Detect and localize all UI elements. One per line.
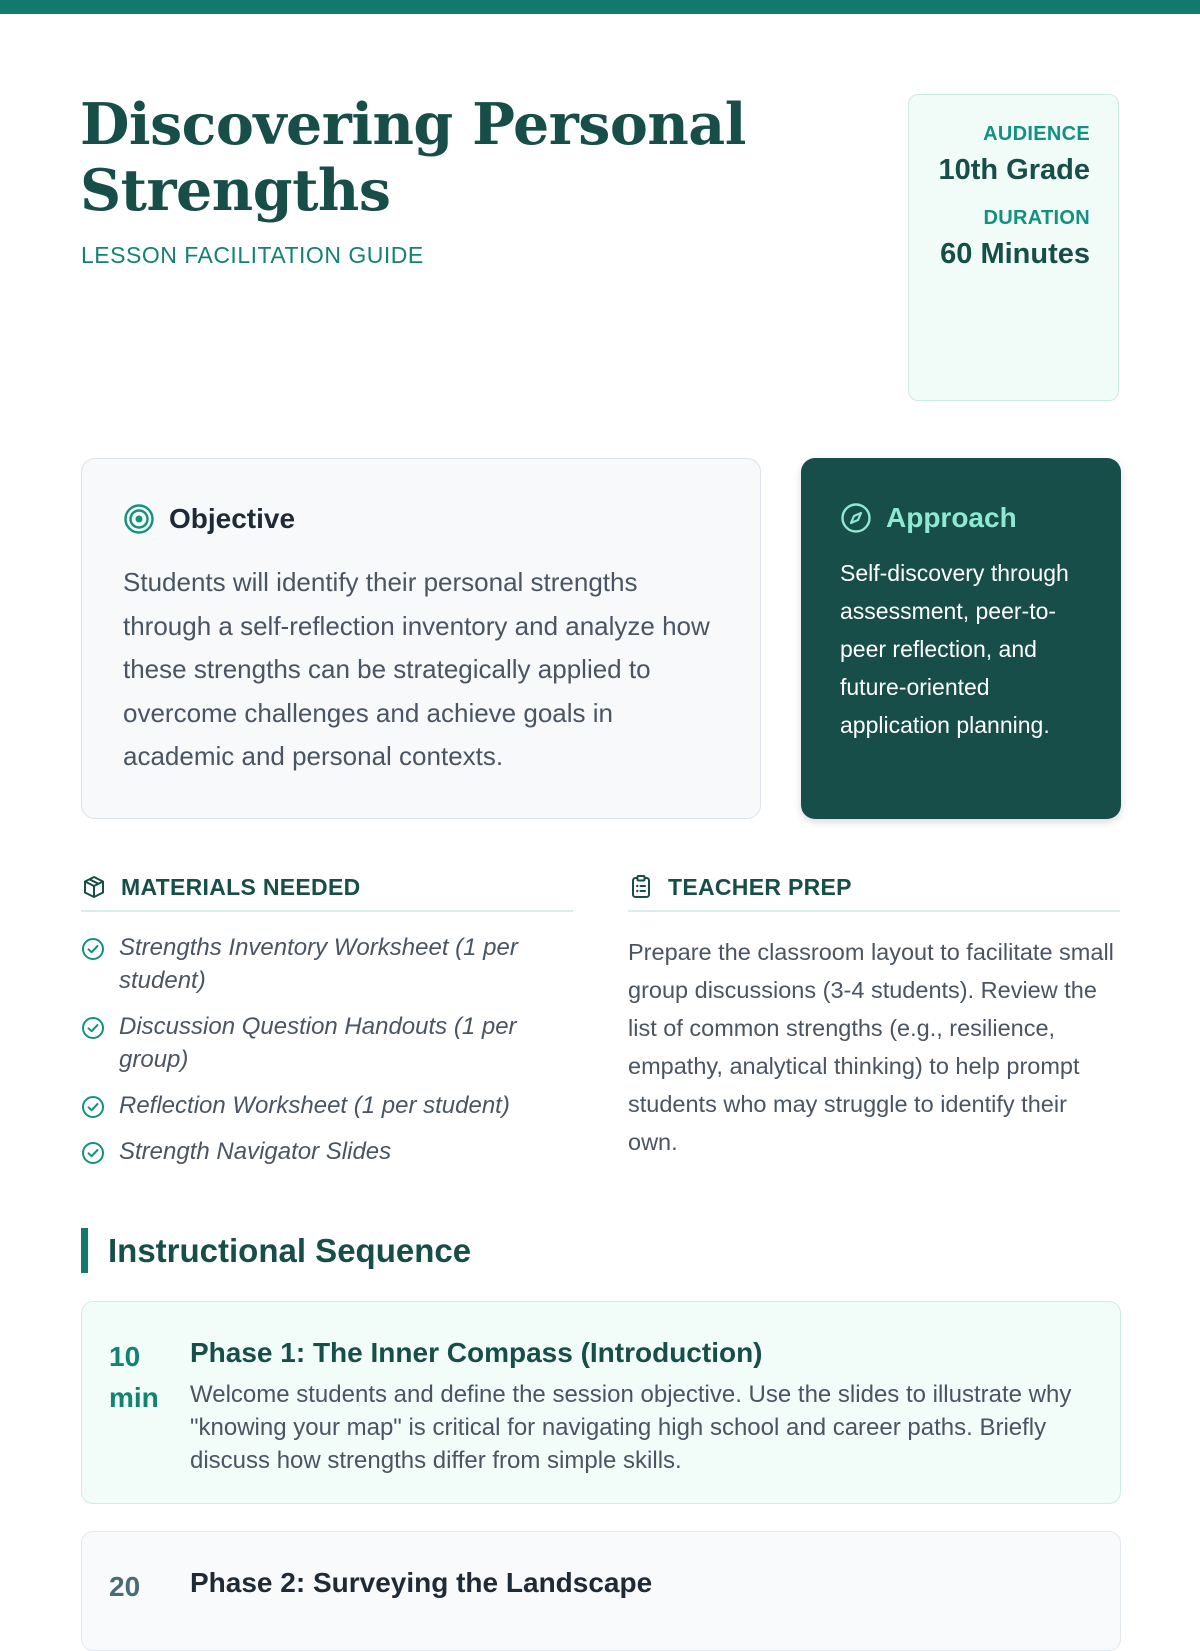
phase-duration: 20 <box>109 1571 141 1602</box>
check-circle-icon <box>81 1016 105 1040</box>
check-circle-icon <box>81 1095 105 1119</box>
phase-title: Phase 2: Surveying the Landscape <box>190 1567 653 1598</box>
duration-value: 60 Minutes <box>940 238 1090 270</box>
approach-header <box>840 498 1091 538</box>
check-circle-icon <box>81 937 105 961</box>
teacher-prep-header <box>628 872 1120 912</box>
target-icon <box>123 503 155 535</box>
materials-header <box>81 872 573 912</box>
top-accent-bar <box>0 0 1200 14</box>
material-item-text: Strengths Inventory Worksheet (1 per student) <box>119 934 518 994</box>
list-item <box>81 1010 573 1076</box>
lesson-meta-card <box>908 94 1119 401</box>
material-item-text: Strength Navigator Slides <box>119 1138 392 1165</box>
phase-description: Welcome students and define the session objective. Use the slides to illustrate why "knowing your map" is critical for navigating high school and career paths. Briefly discuss how strengths differ from simple skills. <box>190 1381 1072 1474</box>
phase-duration: 10 min <box>109 1341 159 1413</box>
box-icon <box>81 874 107 900</box>
phase-title: Phase 1: The Inner Compass (Introduction) <box>190 1337 763 1368</box>
teacher-prep-title: TEACHER PREP <box>668 874 852 900</box>
objective-text: Students will identify their personal strengths through a self-reflection inventory and analyze how these strengths can be strategically applied to overcome challenges and achieve goals in academic and personal contexts. <box>123 567 710 771</box>
phase-card-1 <box>81 1301 1121 1504</box>
approach-text: Self-discovery through assessment, peer-to-peer reflection, and future-oriented application planning. <box>840 560 1069 738</box>
check-circle-icon <box>81 1141 105 1165</box>
audience-label: AUDIENCE <box>983 123 1090 145</box>
approach-title: Approach <box>886 502 1017 533</box>
instructional-sequence-title: Instructional Sequence <box>108 1232 472 1269</box>
materials-title: MATERIALS NEEDED <box>121 874 361 900</box>
material-item-text: Discussion Question Handouts (1 per group) <box>119 1013 517 1073</box>
audience-value: 10th Grade <box>938 154 1090 186</box>
list-item <box>81 931 573 997</box>
duration-label: DURATION <box>983 207 1090 229</box>
objective-title: Objective <box>169 503 296 534</box>
section-accent-bar <box>81 1228 88 1273</box>
page-title: Discovering Personal Strengths <box>80 91 746 224</box>
materials-list <box>81 931 573 1181</box>
phase-card-2 <box>81 1531 1121 1651</box>
objective-card <box>81 458 761 819</box>
objective-header <box>123 499 720 539</box>
teacher-prep-text: Prepare the classroom layout to facilitate small group discussions (3-4 students). Review the list of common strengths (e.g., resilience, empathy, analytical thinking) to help prompt students who may struggle to identify their own. <box>628 939 1114 1155</box>
material-item-text: Reflection Worksheet (1 per student) <box>119 1092 510 1119</box>
list-item <box>81 1135 573 1168</box>
clipboard-icon <box>628 874 654 900</box>
list-item <box>81 1089 573 1122</box>
compass-icon <box>840 502 872 534</box>
page-subtitle: LESSON FACILITATION GUIDE <box>81 242 424 268</box>
approach-card <box>801 458 1121 819</box>
